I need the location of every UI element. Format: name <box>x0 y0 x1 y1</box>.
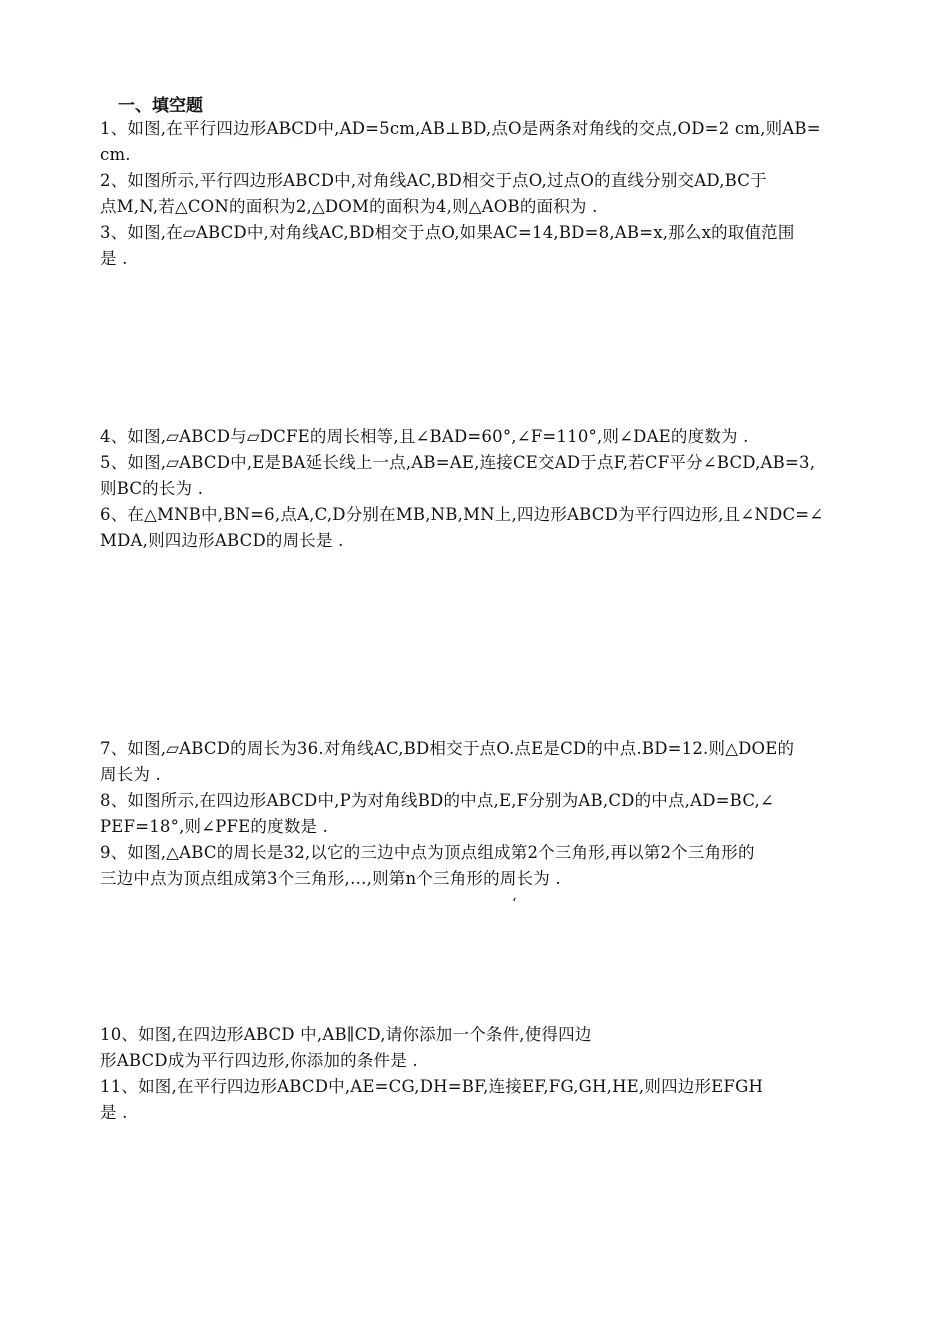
section-title: 一、填空题 <box>118 96 203 116</box>
q6-line1: 6、在△MNB中,BN=6,点A,C,D分别在MB,NB,MN上,四边形ABCD为平行四边形,且∠NDC=∠ <box>100 505 824 524</box>
q1-line2: cm. <box>100 145 131 164</box>
stray-mark: ‘ <box>512 896 517 912</box>
q2-line2: 点M,N,若△CON的面积为2,△DOM的面积为4,则△AOB的面积为 . <box>100 197 598 216</box>
q11-line1: 11、如图,在平行四边形ABCD中,AE=CG,DH=BF,连接EF,FG,GH,HE,则四边形EFGH <box>100 1077 764 1096</box>
q3-line2: 是 . <box>100 249 128 268</box>
q8-line1: 8、如图所示,在四边形ABCD中,P为对角线BD的中点,E,F分别为AB,CD的中点,AD=BC,∠ <box>100 791 775 810</box>
q4-line1: 4、如图,▱ABCD与▱DCFE的周长相等,且∠BAD=60°,∠F=110°,则∠DAE的度数为 . <box>100 427 749 446</box>
q5-line2: 则BC的长为 . <box>100 479 204 498</box>
q9-line2: 三边中点为顶点组成第3个三角形,…,则第n个三角形的周长为 . <box>100 869 561 888</box>
q7-line1: 7、如图,▱ABCD的周长为36.对角线AC,BD相交于点O.点E是CD的中点.BD=12.则△DOE的 <box>100 739 795 758</box>
q11-line2: 是 . <box>100 1103 128 1122</box>
q6-line2: MDA,则四边形ABCD的周长是 . <box>100 531 344 550</box>
q1-line1: 1、如图,在平行四边形ABCD中,AD=5cm,AB⊥BD,点O是两条对角线的交点,OD=2 cm,则AB= <box>100 119 821 138</box>
q2-line1: 2、如图所示,平行四边形ABCD中,对角线AC,BD相交于点O,过点O的直线分别交AD,BC于 <box>100 171 767 190</box>
q3-line1: 3、如图,在▱ABCD中,对角线AC,BD相交于点O,如果AC=14,BD=8,AB=x,那么x的取值范围 <box>100 223 795 242</box>
q7-line2: 周长为 . <box>100 765 161 784</box>
q5-line1: 5、如图,▱ABCD中,E是BA延长线上一点,AB=AE,连接CE交AD于点F,若CF平分∠BCD,AB=3, <box>100 453 816 472</box>
q9-line1: 9、如图,△ABC的周长是32,以它的三边中点为顶点组成第2个三角形,再以第2个三角形的 <box>100 843 755 862</box>
q8-line2: PEF=18°,则∠PFE的度数是 . <box>100 817 329 836</box>
q10-line2: 形ABCD成为平行四边形,你添加的条件是 . <box>100 1051 418 1070</box>
q10-line1: 10、如图,在四边形ABCD 中,AB∥CD,请你添加一个条件,使得四边 <box>100 1025 592 1044</box>
